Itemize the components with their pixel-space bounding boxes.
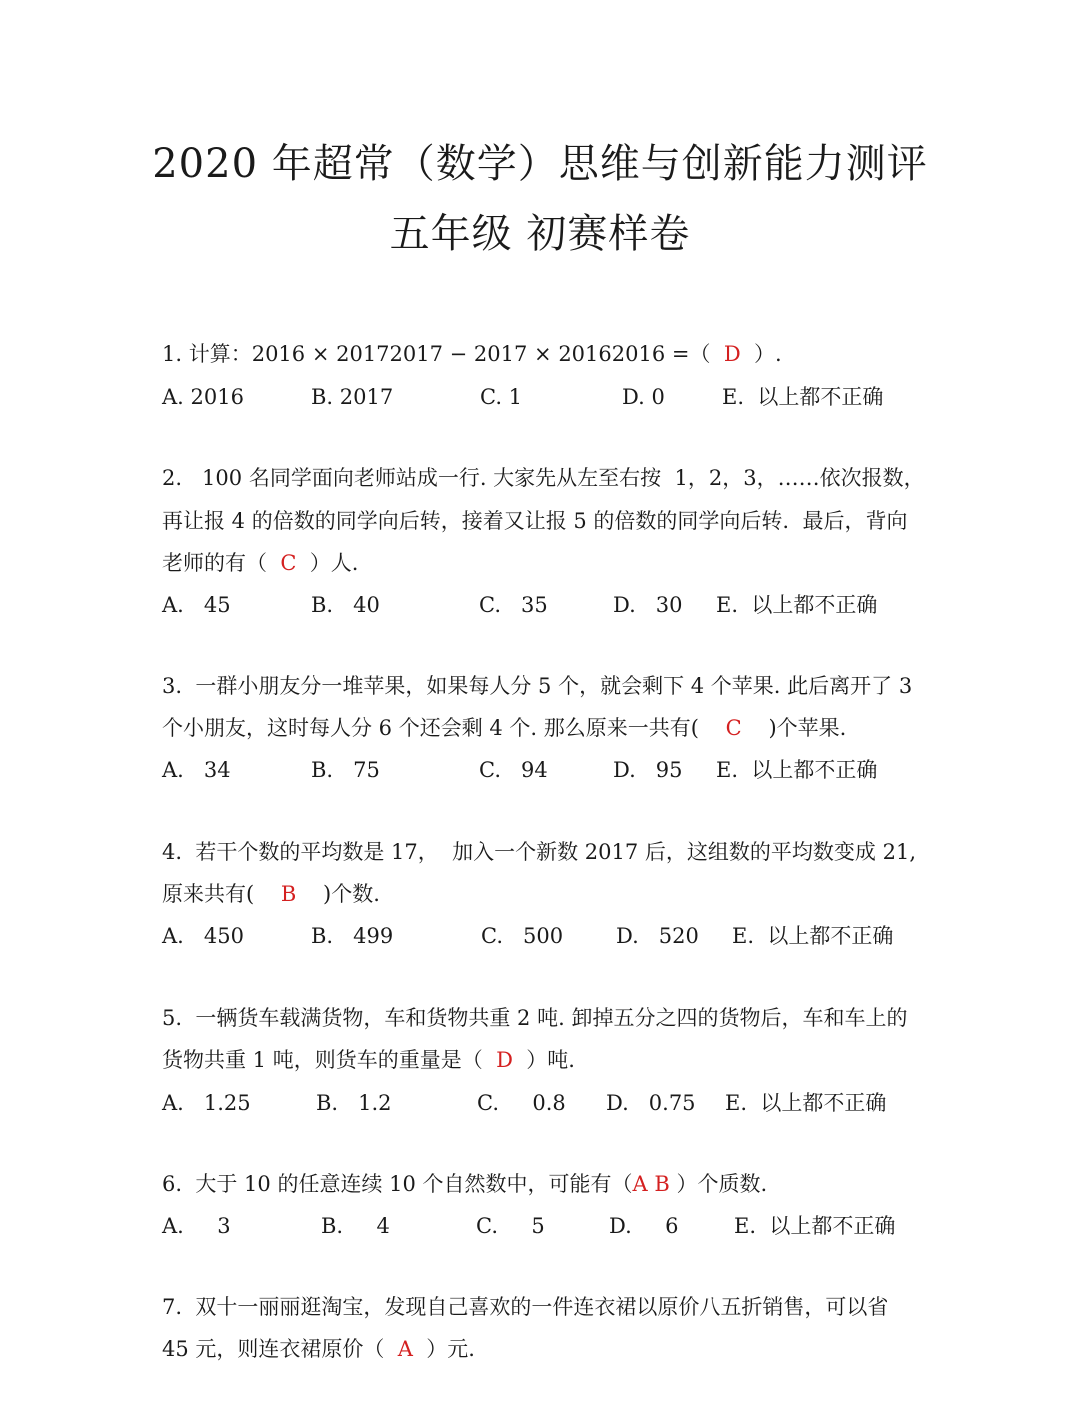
question-5-option-d: D. 0.75 <box>606 1091 696 1115</box>
question-1-line-1: 1. 计算：2016 × 20172017 − 2017 × 20162016 =（ D ）. <box>162 342 782 366</box>
question-5-option-e: E. 以上都不正确 <box>725 1091 887 1115</box>
question-6-option-a: A. 3 <box>162 1214 231 1238</box>
question-7-line-2: 45 元，则连衣裙原价（ A ）元. <box>162 1337 475 1361</box>
question-3-line-2: 个小朋友，这时每人分 6 个还会剩 4 个. 那么原来一共有( C )个苹果. <box>162 716 847 740</box>
question-4-option-c: C. 500 <box>481 924 564 948</box>
question-5-line-1: 5. 一辆货车载满货物，车和货物共重 2 吨. 卸掉五分之四的货物后，车和车上的 <box>162 1006 908 1030</box>
answer-mark: A B <box>632 1172 670 1196</box>
question-6-option-d: D. 6 <box>609 1214 679 1238</box>
page-title: 2020 年超常（数学）思维与创新能力测评 <box>152 141 928 187</box>
answer-mark: D <box>496 1048 513 1072</box>
question-4-option-a: A. 450 <box>162 924 244 948</box>
question-4-option-b: B. 499 <box>311 924 394 948</box>
question-4-line-2: 原来共有( B )个数. <box>162 882 380 906</box>
question-6-option-e: E. 以上都不正确 <box>734 1214 896 1238</box>
question-2-line-2: 再让报 4 的倍数的同学向后转，接着又让报 5 的倍数的同学向后转. 最后，背向 <box>162 509 908 533</box>
question-2-option-c: C. 35 <box>479 593 548 617</box>
question-2-option-d: D. 30 <box>613 593 683 617</box>
question-5-option-c: C. 0.8 <box>477 1091 566 1115</box>
question-7-line-1: 7. 双十一丽丽逛淘宝，发现自己喜欢的一件连衣裙以原价八五折销售，可以省 <box>162 1295 889 1319</box>
question-6-line-1: 6. 大于 10 的任意连续 10 个自然数中，可能有（A B ）个质数. <box>162 1172 768 1196</box>
question-5-line-2: 货物共重 1 吨，则货车的重量是（ D ）吨. <box>162 1048 575 1072</box>
question-2-option-e: E. 以上都不正确 <box>716 593 878 617</box>
question-4-line-1: 4. 若干个数的平均数是 17， 加入一个新数 2017 后，这组数的平均数变成 21, <box>162 840 916 864</box>
question-4-option-e: E. 以上都不正确 <box>732 924 894 948</box>
answer-mark: C <box>725 716 742 740</box>
question-3-option-d: D. 95 <box>613 758 683 782</box>
answer-mark: A <box>397 1337 413 1361</box>
answer-mark: C <box>280 551 297 575</box>
question-1-option-d: D. 0 <box>622 385 665 409</box>
question-5-option-a: A. 1.25 <box>162 1091 251 1115</box>
question-2-option-a: A. 45 <box>162 593 231 617</box>
question-3-option-e: E. 以上都不正确 <box>716 758 878 782</box>
question-2-line-3: 老师的有（ C ）人. <box>162 551 359 575</box>
question-3-option-a: A. 34 <box>162 758 231 782</box>
question-1-option-e: E. 以上都不正确 <box>722 385 884 409</box>
question-1-option-a: A. 2016 <box>162 385 244 409</box>
question-2-option-b: B. 40 <box>311 593 380 617</box>
question-3-option-c: C. 94 <box>479 758 548 782</box>
page-subtitle: 五年级 初赛样卷 <box>389 211 691 257</box>
question-3-option-b: B. 75 <box>311 758 380 782</box>
question-4-option-d: D. 520 <box>616 924 699 948</box>
question-1-option-b: B. 2017 <box>311 385 394 409</box>
question-5-option-b: B. 1.2 <box>316 1091 392 1115</box>
question-6-option-c: C. 5 <box>476 1214 545 1238</box>
answer-mark: B <box>280 882 297 906</box>
question-6-option-b: B. 4 <box>321 1214 390 1238</box>
answer-mark: D <box>723 342 741 366</box>
question-3-line-1: 3. 一群小朋友分一堆苹果，如果每人分 5 个，就会剩下 4 个苹果. 此后离开了 3 <box>162 674 913 698</box>
question-2-line-1: 2. 100 名同学面向老师站成一行. 大家先从左至右按 1，2，3，……依次报数， <box>162 466 925 490</box>
question-1-option-c: C. 1 <box>480 385 523 409</box>
